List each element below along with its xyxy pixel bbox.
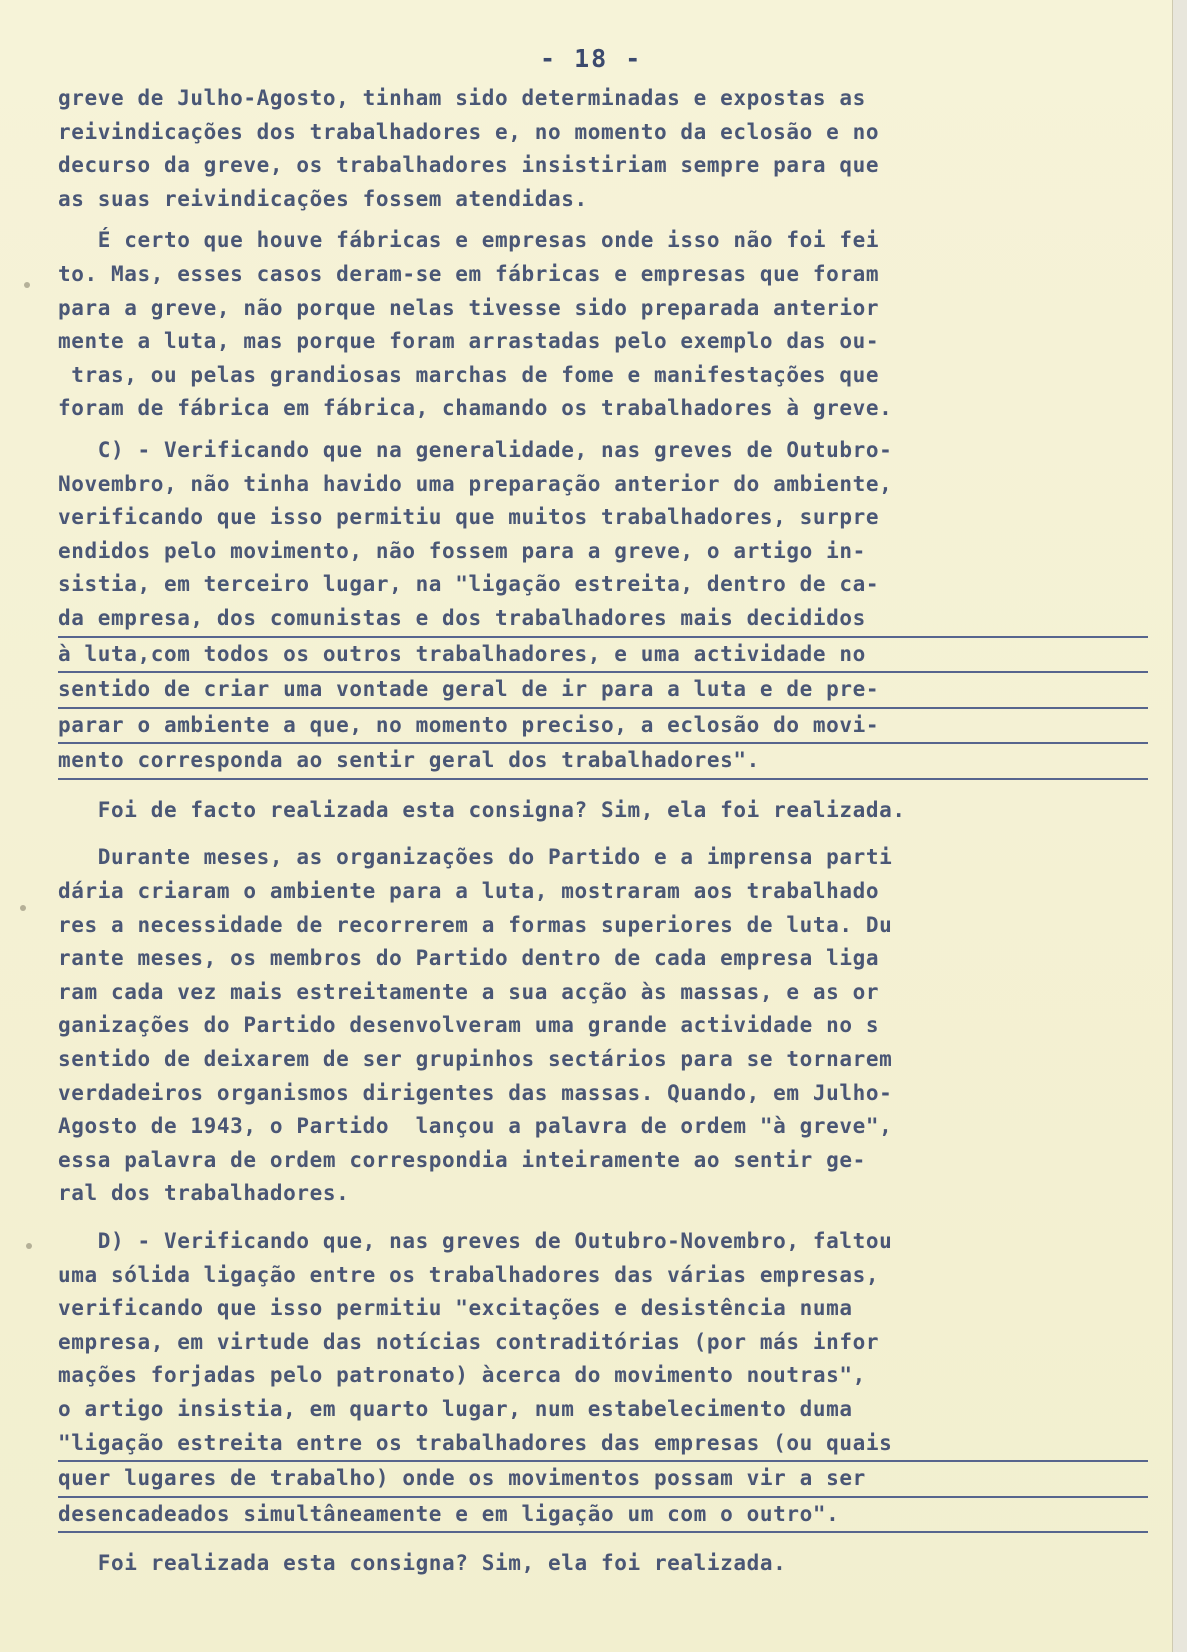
- paragraph-2: [58, 224, 1148, 426]
- text-line: ganizações do Partido desenvolveram uma grande actividade no s: [58, 1013, 880, 1038]
- underlined-quote-line: quer lugares de trabalho) onde os movimentos possam vir a ser: [58, 1462, 1148, 1498]
- text-line: Novembro, não tinha havido uma preparação anterior do ambiente,: [58, 471, 893, 496]
- paragraph-4: [58, 794, 1148, 828]
- paragraph-1: [58, 82, 1148, 216]
- text-line: dária criaram o ambiente para a luta, mostraram aos trabalhado: [58, 879, 880, 904]
- text-line: res a necessidade de recorrerem a formas superiores de luta. Du: [58, 912, 893, 937]
- text-line: D) - Verificando que, nas greves de Outubro-Novembro, faltou: [58, 1229, 893, 1253]
- text-line: verificando que isso permitiu "excitações e desistência numa: [58, 1296, 853, 1321]
- text-line: Foi de facto realizada esta consigna? Sim, ela foi realizada.: [58, 797, 906, 822]
- underlined-quote-line: da empresa, dos comunistas e dos trabalhadores mais decididos: [58, 602, 1148, 638]
- text-line: essa palavra de ordem correspondia inteiramente ao sentir ge-: [58, 1147, 866, 1172]
- text-line: foram de fábrica em fábrica, chamando os trabalhadores à greve.: [58, 396, 893, 421]
- text-line: ram cada vez mais estreitamente a sua acção às massas, e as or: [58, 979, 880, 1004]
- text-line: para a greve, não porque nelas tivesse sido preparada anterior: [58, 295, 880, 320]
- text-line: verificando que isso permitiu que muitos trabalhadores, surpre: [58, 505, 880, 530]
- page-edge: [1172, 0, 1187, 1652]
- text-line: Foi realizada esta consigna? Sim, ela foi realizada.: [58, 1551, 787, 1576]
- text-line: tras, ou pelas grandiosas marchas de fome e manifestações que: [58, 362, 880, 387]
- underlined-quote-line: parar o ambiente a que, no momento preciso, a eclosão do movi-: [58, 709, 1148, 745]
- underlined-quote-line: à luta,com todos os outros trabalhadores, e uma actividade no: [58, 638, 1148, 674]
- text-line: empresa, em virtude das notícias contraditórias (por más infor: [58, 1329, 880, 1354]
- paper-speck: [20, 905, 26, 911]
- text-line: decurso da greve, os trabalhadores insistiriam sempre para que: [58, 153, 880, 178]
- text-line: mações forjadas pelo patronato) àcerca do movimento noutras",: [58, 1363, 866, 1388]
- text-line: greve de Julho-Agosto, tinham sido determinadas e expostas as: [58, 86, 866, 110]
- typed-text-body: [58, 82, 1148, 1581]
- text-line: ral dos trabalhadores.: [58, 1181, 350, 1206]
- underlined-quote-line: sentido de criar uma vontade geral de ir para a luta e de pre-: [58, 673, 1148, 709]
- text-line: verdadeiros organismos dirigentes das massas. Quando, em Julho-: [58, 1080, 893, 1105]
- paragraph-3-point-c: [58, 434, 1148, 780]
- text-line: C) - Verificando que na generalidade, nas greves de Outubro-: [58, 437, 893, 462]
- page-number: - 18 -: [540, 44, 643, 73]
- underlined-quote-line: mento corresponda ao sentir geral dos trabalhadores".: [58, 744, 1148, 780]
- text-line: Agosto de 1943, o Partido lançou a palavra de ordem "à greve",: [58, 1114, 893, 1139]
- underlined-quote-line: "ligação estreita entre os trabalhadores das empresas (ou quais: [58, 1427, 1148, 1463]
- text-line: to. Mas, esses casos deram-se em fábricas e empresas que foram: [58, 261, 880, 286]
- paper-speck: [24, 282, 30, 288]
- paragraph-6-point-d: [58, 1225, 1148, 1533]
- text-line: o artigo insistia, em quarto lugar, num estabelecimento duma: [58, 1396, 853, 1421]
- paper-speck: [26, 1243, 32, 1249]
- text-line: mente a luta, mas porque foram arrastadas pelo exemplo das ou-: [58, 329, 880, 354]
- paragraph-7: [58, 1547, 1148, 1581]
- text-line: Durante meses, as organizações do Partido e a imprensa parti: [58, 845, 893, 870]
- text-line: uma sólida ligação entre os trabalhadores das várias empresas,: [58, 1262, 880, 1287]
- paragraph-5: [58, 841, 1148, 1211]
- text-line: as suas reivindicações fossem atendidas.: [58, 186, 588, 211]
- text-line: sentido de deixarem de ser grupinhos sectários para se tornarem: [58, 1047, 893, 1072]
- text-line: endidos pelo movimento, não fossem para a greve, o artigo in-: [58, 538, 866, 563]
- text-line: sistia, em terceiro lugar, na "ligação estreita, dentro de ca-: [58, 572, 880, 597]
- underlined-quote-line: desencadeados simultâneamente e em ligação um com o outro".: [58, 1498, 1148, 1534]
- text-line: rante meses, os membros do Partido dentro de cada empresa liga: [58, 946, 880, 971]
- text-line: reivindicações dos trabalhadores e, no momento da eclosão e no: [58, 119, 880, 144]
- text-line: É certo que houve fábricas e empresas onde isso não foi fei: [58, 228, 880, 253]
